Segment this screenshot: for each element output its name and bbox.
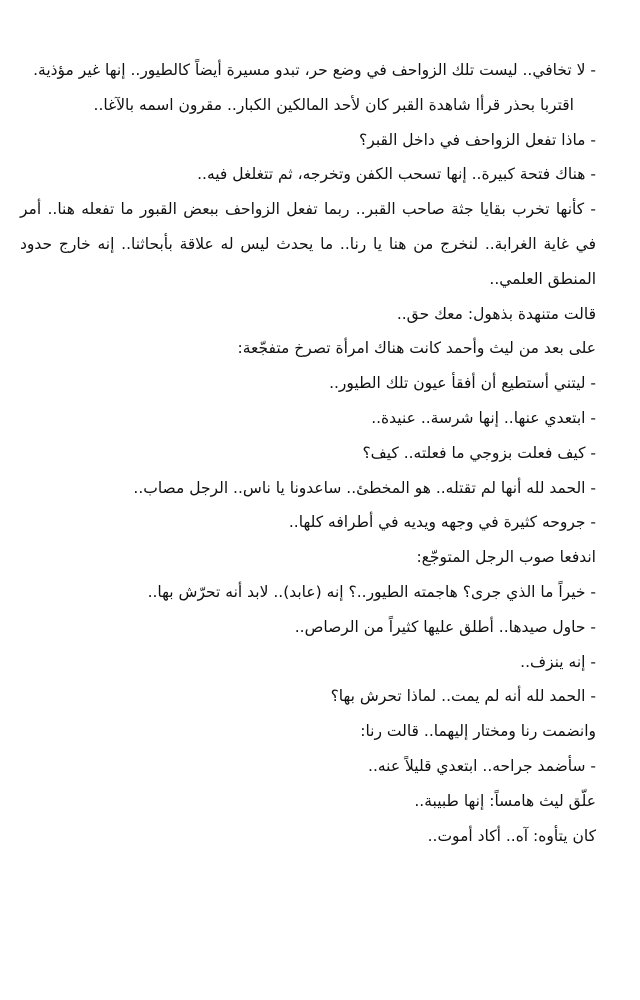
paragraph: اقتربا بحذر قرأا شاهدة القبر كان لأحد المالكين الكبار.. مقرون اسمه بالآغا.. <box>93 95 574 114</box>
paragraph: - إنه ينزف.. <box>520 652 596 671</box>
paragraph: - ليتني أستطيع أن أفقأ عيون تلك الطيور.. <box>329 374 596 393</box>
paragraph: - حاول صيدها.. أطلق عليها كثيراً من الرصاص.. <box>294 617 596 636</box>
paragraph: وانضمت رنا ومختار إليهما.. قالت رنا: <box>360 722 596 741</box>
paragraph: كان يتأوه: آه.. أكاد أموت.. <box>427 826 596 845</box>
paragraph: - كيف فعلت بزوجي ما فعلته.. كيف؟ <box>362 443 596 462</box>
paragraph: - لا تخافي.. ليست تلك الزواحف في وضع حر، تبدو مسيرة أيضاً كالطيور.. إنها غير مؤذية. <box>33 61 596 79</box>
paragraph: - ابتعدي عنها.. إنها شرسة.. عنيدة.. <box>371 408 596 427</box>
paragraph: - خيراً ما الذي جرى؟ هاجمته الطيور..؟ إنه (عابد).. لابد أنه تحرّش بها.. <box>147 582 596 601</box>
paragraph: - جروحه كثيرة في وجهه ويديه في أطرافه كلها.. <box>288 513 596 532</box>
paragraph: على بعد من ليث وأحمد كانت هناك امرأة تصرخ متفجّعة: <box>237 339 596 358</box>
paragraph: - كأنها تخرب بقايا جثة صاحب القبر.. ربما تفعل الزواحف ببعض القبور ما تفعله هنا.. أمر في غاية الغرابة.. لنخرج من هنا يا رنا.. ما يحدث ليس له علاقة بأبحاثنا.. إنه خارج حدود المنطق العلمي.. <box>20 200 596 288</box>
paragraph: علّق ليث هامساً: إنها طبيبة.. <box>414 791 596 810</box>
paragraph: - ماذا تفعل الزواحف في داخل القبر؟ <box>359 130 596 149</box>
paragraph: قالت متنهدة بذهول: معك حق.. <box>396 304 596 323</box>
document-page <box>20 53 618 853</box>
paragraph: - الحمد لله أنها لم تقتله.. هو المخطئ.. ساعدونا يا ناس.. الرجل مصاب.. <box>133 478 596 497</box>
paragraph: - هناك فتحة كبيرة.. إنها تسحب الكفن وتخرجه، ثم تتغلغل فيه.. <box>197 165 596 184</box>
paragraph: اندفعا صوب الرجل المتوجّع: <box>416 548 596 567</box>
paragraph: - الحمد لله أنه لم يمت.. لماذا تحرش بها؟ <box>330 687 596 706</box>
paragraph: - سأضمد جراحه.. ابتعدي قليلاً عنه.. <box>368 756 596 775</box>
